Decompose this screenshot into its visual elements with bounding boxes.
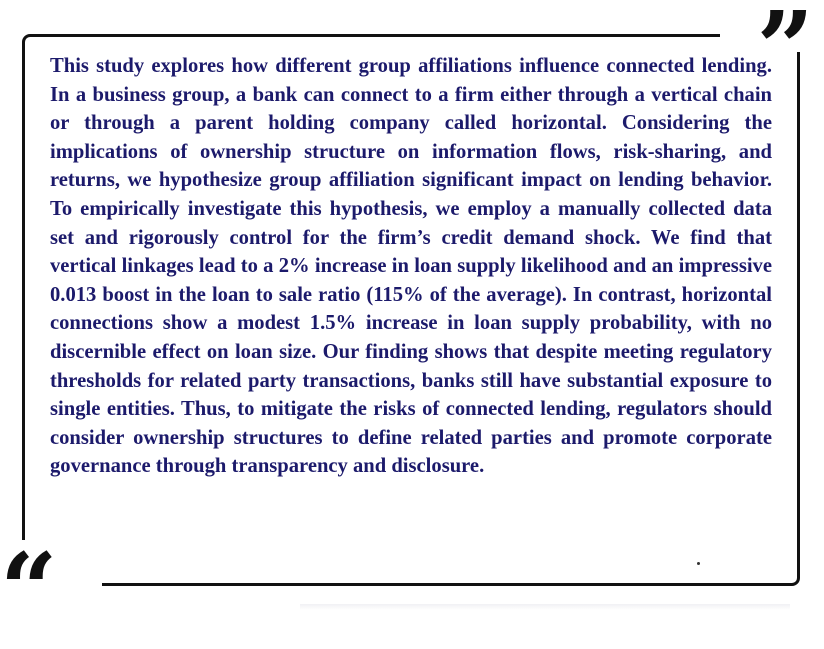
opening-quote-mark: “ <box>0 531 58 649</box>
closing-quote-mark: ” <box>756 0 814 107</box>
bottom-shadow <box>300 604 790 610</box>
dot-mark <box>697 562 700 565</box>
abstract-paragraph: This study explores how different group affiliations influence connected lending. In a business group, a bank can connect to a firm either through a vertical chain or through a parent holding company called horizontal. Considering the implications of ownership structure on information flows, risk-sharing, and returns, we hypothesize group affiliation significant impact on lending behavior. To empirically investigate this hypothesis, we employ a manually collected data set and rigorously control for the firm’s credit demand shock. We find that vertical linkages lead to a 2% increase in loan supply likelihood and an impressive 0.013 boost in the loan to sale ratio (115% of the average). In contrast, horizontal connections show a modest 1.5% increase in loan supply probability, with no discernible effect on loan size. Our finding shows that despite meeting regulatory thresholds for related party transactions, banks still have substantial exposure to single entities. Thus, to mitigate the risks of connected lending, regulators should consider ownership structures to define related parties and promote corporate governance through transparency and disclosure. <box>50 55 772 478</box>
